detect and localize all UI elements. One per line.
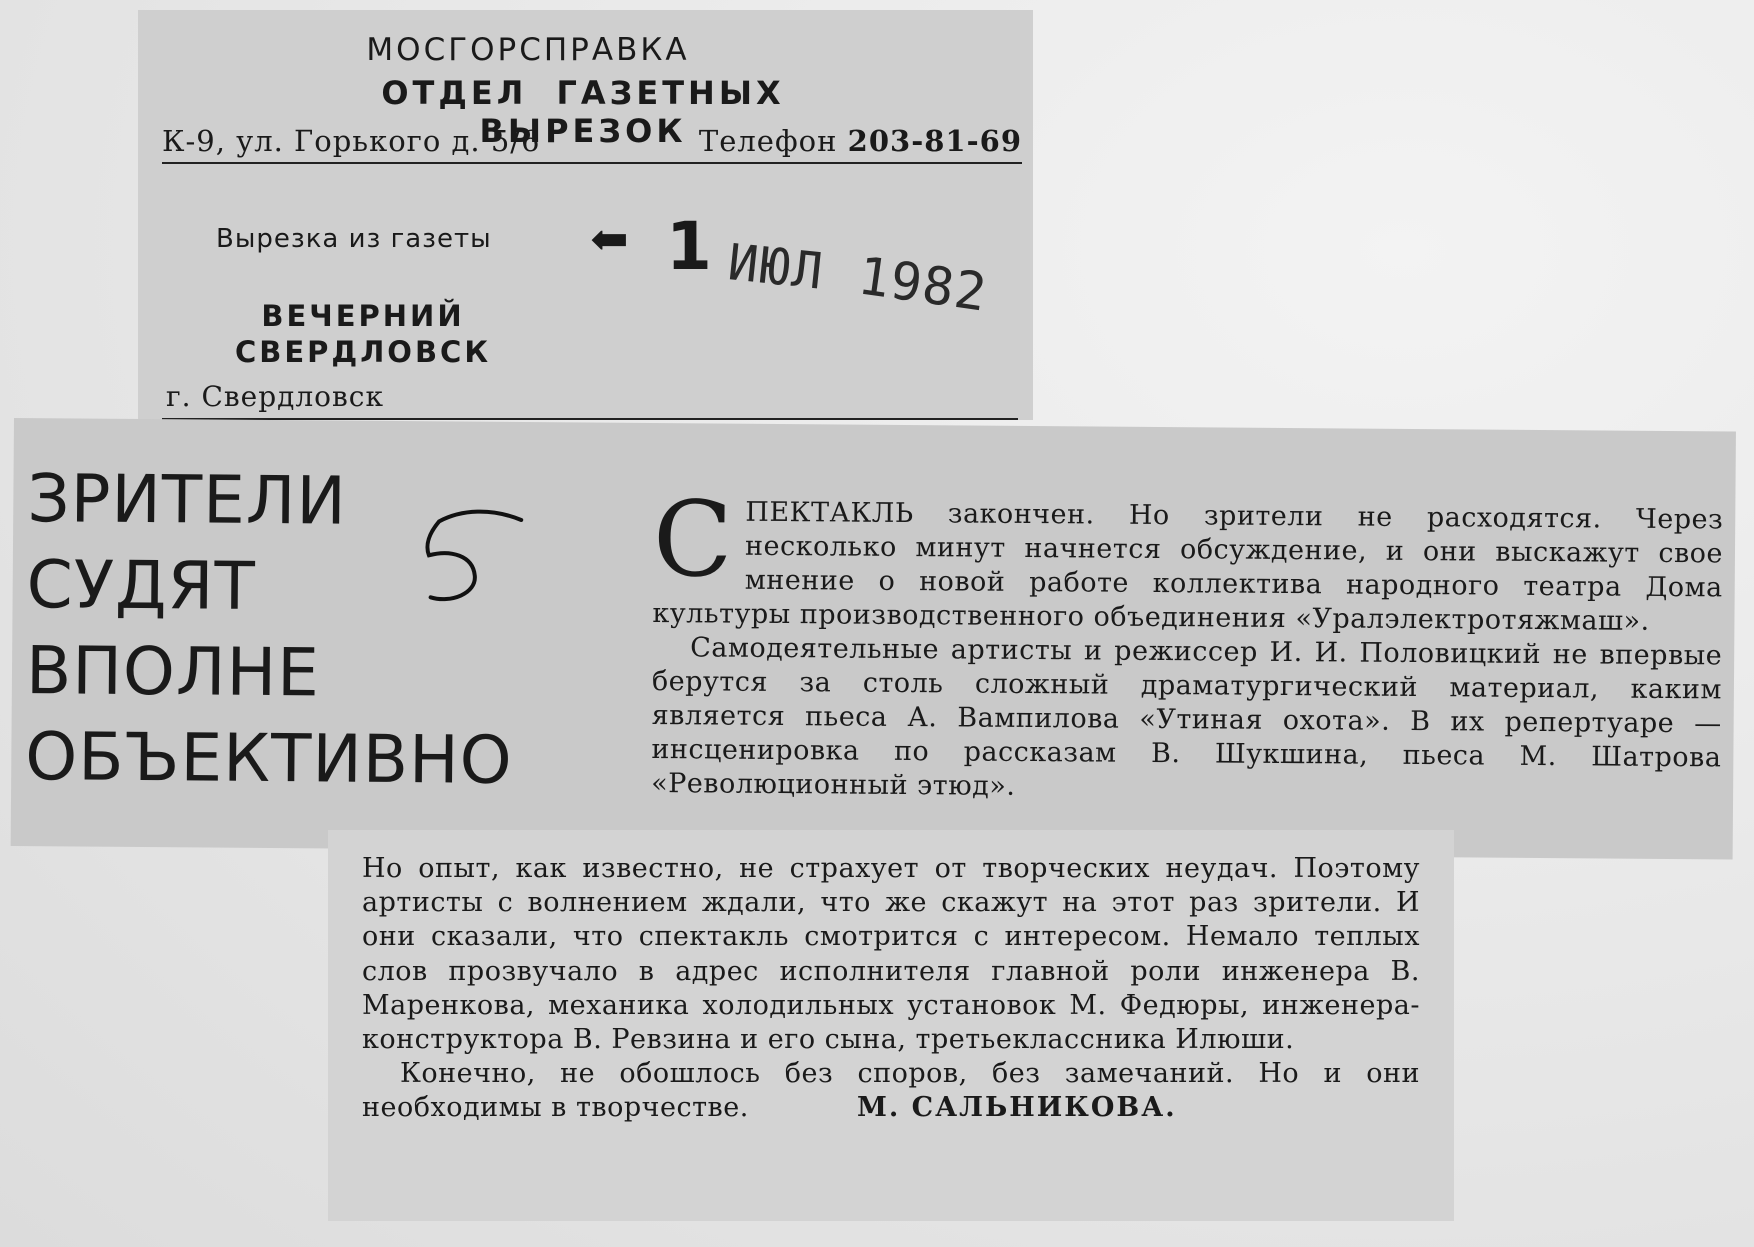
article-column-top xyxy=(651,478,1724,809)
paragraph-2: Самодеятельные артисты и режиссер И. И. Половицкий не впервые берутся за столь сложный драматургический материал, каким является пьеса А. Вампилова «Утиная охота». В их репертуаре — инсценировка по рассказам В. Шукшина, пьеса М. Шатрова «Революционный этюд». xyxy=(651,632,1723,802)
department-name: ОТДЕЛ ГАЗЕТНЫХ ВЫРЕЗОК xyxy=(381,74,785,150)
phone-label: Телефон xyxy=(698,124,838,158)
article-author: М. САЛЬНИКОВА. xyxy=(856,1092,1177,1124)
headline-line: ЗРИТЕЛИ xyxy=(27,460,348,540)
headline-line: ВПОЛНЕ xyxy=(25,632,321,712)
paragraph-1: ПЕКТАКЛЬ закончен. Но зрители не расходятся. Через несколько минут начнется обсуждение, и они выскажут свое мнение о новой работе коллектива народного театра Дома культуры производственного объединения «Уралэлектротяжмаш». xyxy=(652,496,1724,637)
clipping-bureau-slip xyxy=(138,10,1033,420)
stamp-month: ИЮЛ xyxy=(725,233,828,301)
paragraph-4 xyxy=(362,1057,1420,1125)
bureau-phone-block xyxy=(699,124,1022,158)
cut-label: Вырезка из газеты xyxy=(216,224,492,254)
phone-number: 203-81-69 xyxy=(847,124,1022,158)
handwritten-number-5 xyxy=(411,499,532,610)
article-clip-bottom xyxy=(328,830,1454,1221)
headline-line: СУДЯТ xyxy=(26,546,257,625)
stamp-year: 1982 xyxy=(854,246,991,324)
newspaper-name xyxy=(198,298,528,370)
city-name: г. Свердловск xyxy=(166,380,384,413)
headline-line: ОБЪЕКТИВНО xyxy=(25,718,513,799)
bureau-address: К-9, ул. Горького д. 5/6 xyxy=(162,124,541,158)
paragraph-4-text: Конечно, не обошлось без споров, без замечаний. Но и они необходимы в творчестве. xyxy=(362,1058,1420,1124)
address-line xyxy=(162,124,1022,164)
stamp-day: 1 xyxy=(666,208,712,285)
paragraph-3: Но опыт, как известно, не страхует от творческих неудач. Поэтому артисты с волнением ждали, что же скажут на этот раз зрители. И они сказали, что спектакль смотрится с интересом. Немало теплых слов прозвучало в адрес исполнителя главной роли инженера В. Маренкова, механика холодильных установок М. Федюры, инженера-конструктора В. Ревзина и его сына, третьеклассника Илюши. xyxy=(362,853,1420,1056)
newspaper-name-line1: ВЕЧЕРНИЙ xyxy=(261,299,465,333)
bureau-name: МОСГОРСПРАВКА xyxy=(366,32,690,68)
article-column-bottom xyxy=(362,852,1420,1126)
newspaper-name-line2: СВЕРДЛОВСК xyxy=(234,335,492,369)
drop-cap: С xyxy=(652,478,734,601)
article-clip-top xyxy=(11,418,1736,860)
stamp-arrow-icon: ⬅ xyxy=(590,212,629,266)
